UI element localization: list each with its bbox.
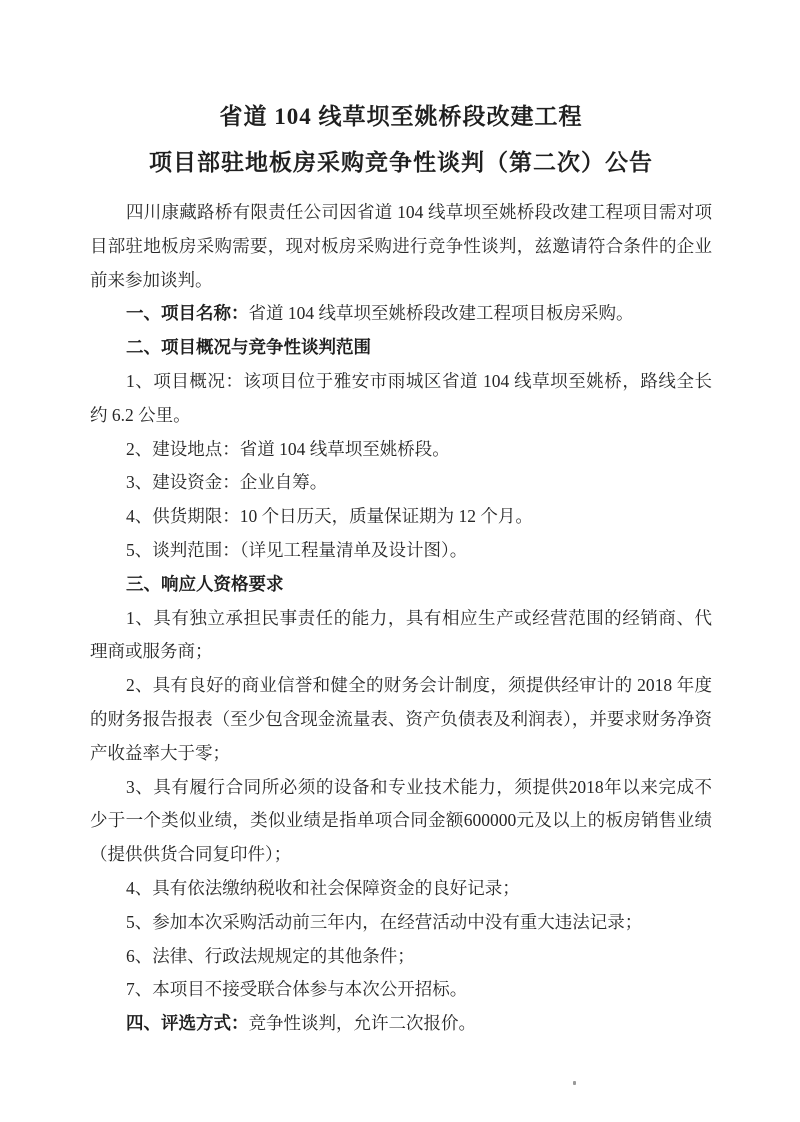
- document-content: [90, 94, 712, 1041]
- section-3-heading: 三、响应人资格要求: [126, 573, 284, 594]
- document-title-line-2: 项目部驻地板房采购竞争性谈判（第二次）公告: [149, 150, 653, 175]
- list-item: 4、供货期限：10 个日历天，质量保证期为 12 个月。: [126, 506, 533, 527]
- list-item: 2、建设地点：省道 104 线草坝至姚桥段。: [126, 438, 450, 459]
- scan-speck: [573, 1081, 576, 1085]
- list-item: 2、具有良好的商业信誉和健全的财务会计制度，须提供经审计的 2018 年度的财务报告报表（至少包含现金流量表、资产负债表及利润表），并要求财务净资产收益率大于零；: [90, 675, 712, 763]
- intro-paragraph: 四川康藏路桥有限责任公司因省道 104 线草坝至姚桥段改建工程项目需对项目部驻地板房采购需要，现对板房采购进行竞争性谈判，兹邀请符合条件的企业前来参加谈判。: [90, 202, 712, 290]
- section-1-line: [90, 297, 712, 331]
- list-item: 4、具有依法缴纳税收和社会保障资金的良好记录；: [126, 877, 520, 898]
- list-item: 5、参加本次采购活动前三年内，在经营活动中没有重大违法记录；: [126, 911, 643, 932]
- list-item: 6、法律、行政法规规定的其他条件；: [126, 945, 415, 966]
- list-item: 3、具有履行合同所必须的设备和专业技术能力，须提供2018年以来完成不少于一个类似业绩，类似业绩是指单项合同金额600000元及以上的板房销售业绩（提供供货合同复印件）；: [90, 776, 712, 865]
- list-item: 7、本项目不接受联合体参与本次公开招标。: [126, 979, 468, 1000]
- section-3-heading-line: [90, 568, 712, 602]
- document-body: [90, 196, 712, 1041]
- section-4-heading: 四、评选方式：: [126, 1013, 249, 1034]
- list-item: 3、建设资金：企业自筹。: [126, 472, 328, 493]
- section-4-line: [90, 1007, 712, 1041]
- list-item: 1、项目概况：该项目位于雅安市雨城区省道 104 线草坝至姚桥，路线全长约 6.2 公里。: [90, 370, 712, 425]
- section-2-heading: 二、项目概况与竞争性谈判范围: [126, 337, 371, 358]
- document-title-line-1: 省道 104 线草坝至姚桥段改建工程: [219, 104, 583, 129]
- section-4-body: 竞争性谈判，允许二次报价。: [248, 1013, 476, 1034]
- list-item: 5、谈判范围：（详见工程量清单及设计图）。: [126, 539, 468, 560]
- list-item: 1、具有独立承担民事责任的能力，具有相应生产或经营范围的经销商、代理商或服务商；: [90, 607, 712, 662]
- section-2-heading-line: [90, 331, 712, 365]
- section-1-body: 省道 104 线草坝至姚桥段改建工程项目板房采购。: [248, 303, 634, 324]
- section-1-heading: 一、项目名称：: [126, 303, 249, 324]
